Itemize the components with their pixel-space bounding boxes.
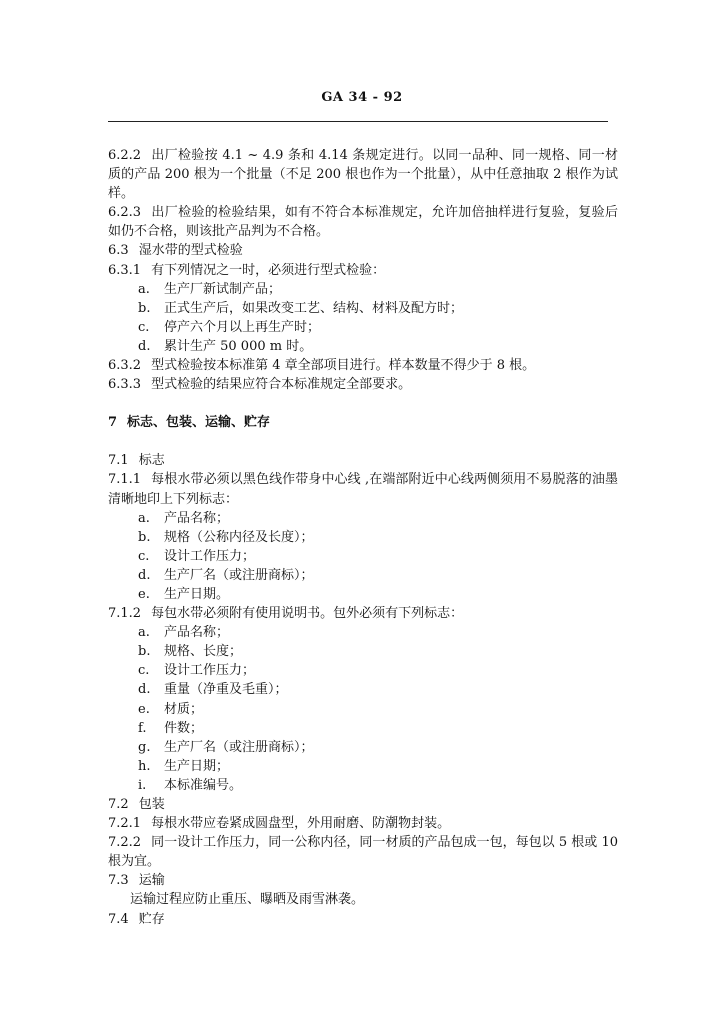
item-label: b.: [138, 300, 151, 316]
clause-number: 6.3.3: [108, 377, 142, 393]
item-text: 材质；: [164, 701, 204, 717]
item-text: 累计生产 50 000 m 时。: [164, 338, 313, 354]
clause-7-2-2: [108, 833, 618, 871]
clause-text: 同一设计工作压力，同一公称内径，同一材质的产品包成一包，每包以 5 根或 10 根为宜。: [108, 835, 618, 870]
clause-number: 7.2.1: [108, 816, 142, 832]
item-label: d.: [138, 338, 151, 354]
list-item: [108, 757, 618, 776]
item-text: 设计工作压力；: [164, 663, 256, 679]
item-label: a.: [138, 625, 150, 641]
clause-6-3: [108, 241, 618, 260]
list-item: [108, 680, 618, 699]
list-item: [108, 509, 618, 528]
spacer: [108, 432, 618, 451]
clause-text: 出厂检验按 4.1 ~ 4.9 条和 4.14 条规定进行。以同一品种、同一规格、同一材质的产品 200 根为一个批量（不足 200 根也作为一个批量），从中任意抽取 2 根作为试样。: [108, 148, 618, 202]
item-text: 停产六个月以上再生产时；: [164, 319, 321, 335]
clause-number: 7.1: [108, 453, 129, 469]
clause-text: 每根水带必须以黑色线作带身中心线 ,在端部附近中心线两侧须用不易脱落的油墨清晰地印上下列标志：: [108, 472, 618, 507]
clause-text: 标志: [138, 453, 165, 469]
clause-7-3: [108, 871, 618, 890]
list-item: [108, 738, 618, 757]
item-text: 重量（净重及毛重）；: [164, 682, 288, 698]
chapter-7-heading: [108, 413, 618, 432]
clause-text: 湿水带的型式检验: [138, 243, 243, 259]
clause-number: 7.2: [108, 797, 129, 812]
clause-text: 运输: [138, 873, 165, 889]
item-text: 生产厂名（或注册商标）；: [164, 567, 314, 583]
list-item: [108, 337, 618, 356]
clause-number: 6.3.1: [108, 262, 142, 278]
list-item: [108, 528, 618, 547]
item-text: 产品名称；: [164, 510, 230, 526]
list-item: [108, 700, 618, 719]
item-text: 正式生产后，如果改变工艺、结构、材料及配方时；: [164, 300, 464, 316]
clause-number: 6.2.3: [108, 205, 142, 221]
header-rule: [108, 121, 608, 122]
item-label: c.: [138, 663, 150, 679]
item-text: 产品名称；: [164, 625, 230, 641]
clause-6-3-2: [108, 356, 618, 375]
item-text: 件数；: [164, 720, 204, 736]
document-body: [108, 146, 618, 929]
list-item: [108, 719, 618, 738]
clause-number: 6.3.2: [108, 358, 142, 374]
item-label: c.: [138, 548, 150, 564]
clause-6-2-2: [108, 146, 618, 203]
clause-number: 6.3: [108, 243, 129, 259]
item-label: e.: [138, 701, 150, 717]
clause-number: 7.3: [108, 873, 129, 889]
item-label: i.: [138, 777, 147, 793]
list-item: [108, 566, 618, 585]
clause-6-3-1: [108, 261, 618, 280]
list-item: [108, 280, 618, 299]
list-item: [108, 547, 618, 566]
clause-text: 贮存: [138, 911, 165, 927]
item-text: 生产日期。: [164, 586, 230, 602]
item-label: d.: [138, 567, 151, 583]
item-label: d.: [138, 682, 151, 698]
clause-6-2-3: [108, 203, 618, 241]
item-label: e.: [138, 586, 150, 602]
clause-number: 7.4: [108, 911, 129, 927]
item-label: b.: [138, 644, 151, 660]
item-label: a.: [138, 510, 150, 526]
list-item: [108, 776, 618, 795]
clause-7-3-paragraph: 运输过程应防止重压、曝晒及雨雪淋袭。: [130, 892, 365, 908]
item-label: g.: [138, 739, 151, 755]
clause-number: 7.1.1: [108, 472, 142, 488]
item-label: b.: [138, 529, 151, 545]
clause-7-2: [108, 795, 618, 814]
list-item: [108, 623, 618, 642]
list-item: [108, 318, 618, 337]
document-code-header: GA 34 - 92: [321, 90, 403, 105]
clause-7-1-1: [108, 470, 618, 508]
clause-7-1: [108, 451, 618, 470]
list-item: [108, 661, 618, 680]
clause-7-2-1: [108, 814, 618, 833]
item-text: 生产厂名（或注册商标）；: [164, 739, 314, 755]
clause-7-4: [108, 910, 618, 929]
clause-text: 每根水带应卷紧成圆盘型，外用耐磨、防潮物封装。: [151, 816, 451, 832]
clause-7-1-2: [108, 604, 618, 623]
item-text: 设计工作压力；: [164, 548, 256, 564]
item-text: 生产日期；: [164, 758, 230, 774]
clause-number: 7.2.2: [108, 835, 142, 851]
item-text: 规格、长度；: [164, 644, 243, 660]
spacer: [108, 394, 618, 413]
chapter-title: 标志、包装、运输、贮存: [127, 415, 271, 431]
item-text: 本标准编号。: [164, 777, 243, 793]
item-label: f.: [138, 720, 147, 736]
item-label: a.: [138, 281, 150, 297]
clause-text: 有下列情况之一时，必须进行型式检验：: [151, 262, 386, 278]
chapter-number: 7: [108, 415, 118, 431]
clause-text: 型式检验按本标准第 4 章全部项目进行。样本数量不得少于 8 根。: [151, 358, 536, 374]
list-item: [108, 585, 618, 604]
clause-text: 型式检验的结果应符合本标准规定全部要求。: [151, 377, 412, 393]
clause-6-3-3: [108, 375, 618, 394]
clause-text: 出厂检验的检验结果，如有不符合本标准规定，允许加倍抽样进行复验，复验后如仍不合格，则该批产品判为不合格。: [108, 205, 618, 240]
clause-text: 包装: [138, 797, 165, 812]
clause-text: 每包水带必须附有使用说明书。包外必须有下列标志：: [151, 606, 464, 622]
item-text: 规格（公称内径及长度）；: [164, 529, 314, 545]
item-label: h.: [138, 758, 151, 774]
item-label: c.: [138, 319, 150, 335]
clause-number: 6.2.2: [108, 148, 142, 163]
list-item: [108, 299, 618, 318]
item-text: 生产厂新试制产品；: [164, 281, 282, 297]
clause-number: 7.1.2: [108, 606, 142, 622]
list-item: [108, 642, 618, 661]
